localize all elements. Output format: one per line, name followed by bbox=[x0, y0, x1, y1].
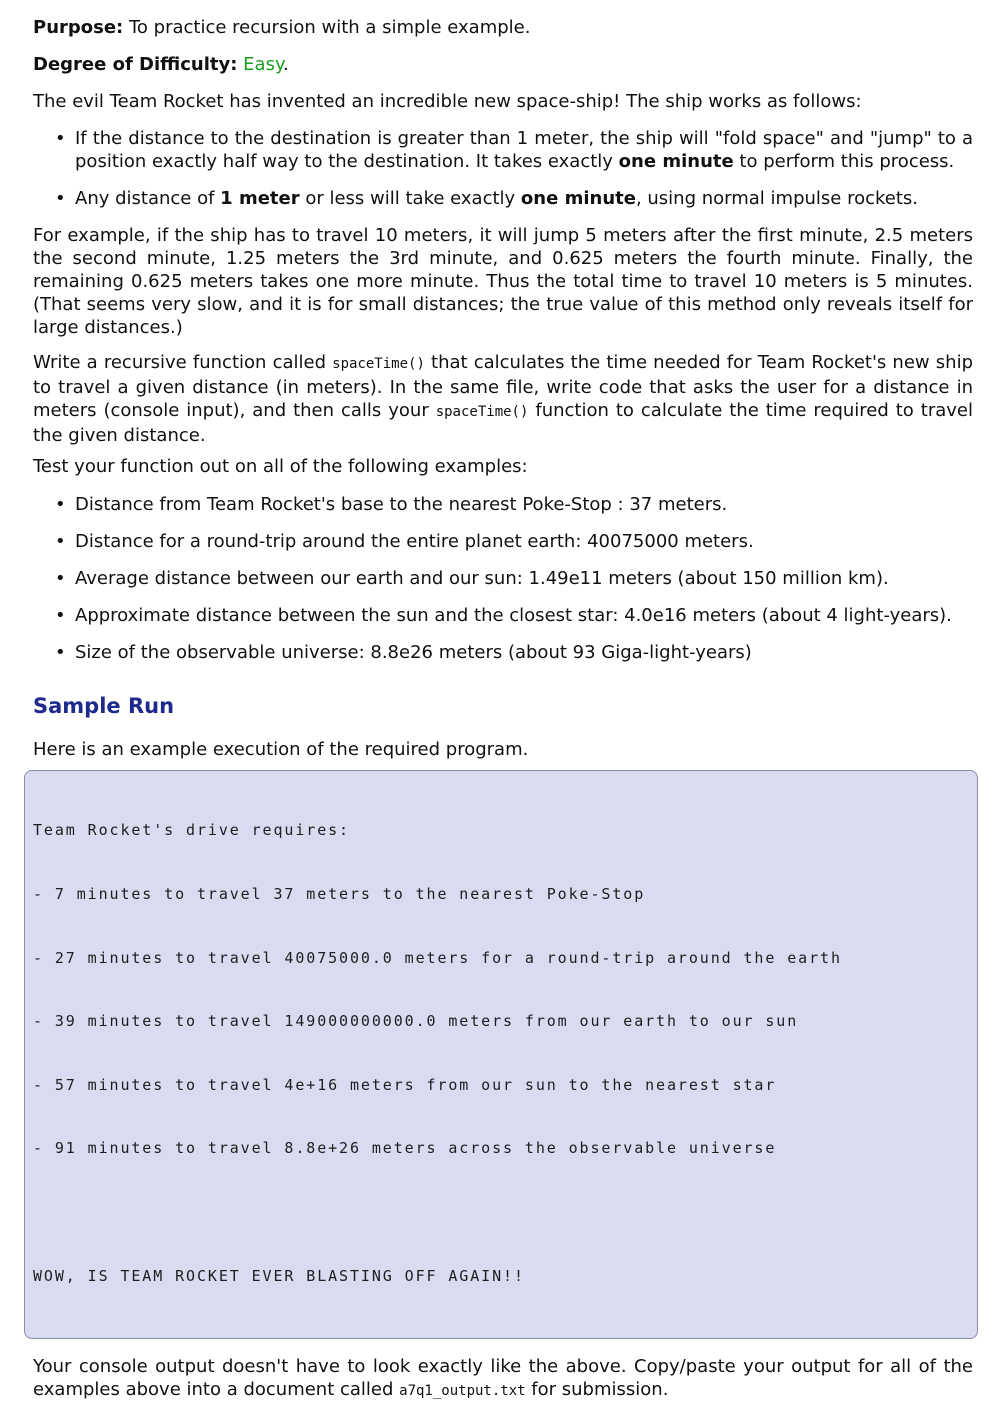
example-paragraph: For example, if the ship has to travel 10 meters, it will jump 5 meters after the first minute, 2.5 meters the second minute, 1.25 meters the 3rd minute, and 0.625 meters the fourth minute. Finally, the remaining 0.625 meters takes one more minute. Thus the total time to travel 10 meters is 5 minutes. (That seems very slow, and it is for small distances; the true value of this method only reveals itself for large distances.) bbox=[33, 225, 973, 338]
test-item bbox=[33, 641, 973, 664]
bullet-icon: • bbox=[55, 188, 66, 209]
difficulty-line bbox=[33, 53, 973, 76]
rule-bold: 1 meter bbox=[220, 188, 300, 209]
bullet-icon: • bbox=[55, 128, 66, 149]
rule-text: If the distance to the destination is greater than 1 meter, the ship will "fold space" and "jump" to a position exactly half way to the destination. It takes exactly bbox=[75, 128, 973, 172]
rule-item bbox=[33, 127, 973, 173]
rule-text: or less will take exactly bbox=[299, 188, 521, 209]
write-text: that calculates the time needed for Team Rocket's new ship to travel a given distance (in meters). In the same file, write code that asks the user for a distance in meters (console input), and then calls your bbox=[33, 352, 973, 421]
closing-paragraph bbox=[33, 1355, 973, 1403]
purpose-line bbox=[33, 16, 973, 39]
test-text: Average distance between our earth and our sun: 1.49e11 meters (about 150 million km). bbox=[75, 568, 889, 589]
closing-text: for submission. bbox=[525, 1379, 669, 1401]
function-name-code: spaceTime() bbox=[332, 356, 425, 372]
console-line: - 39 minutes to travel 149000000000.0 meters from our earth to our sun bbox=[33, 1012, 799, 1031]
console-line: Team Rocket's drive requires: bbox=[33, 821, 350, 840]
bullet-icon: • bbox=[55, 568, 66, 589]
function-name-code: spaceTime() bbox=[435, 404, 529, 420]
console-line: - 27 minutes to travel 40075000.0 meters for a round-trip around the earth bbox=[33, 948, 842, 967]
purpose-label: Purpose: bbox=[33, 17, 124, 38]
rule-text: Any distance of bbox=[75, 188, 221, 209]
bullet-icon: • bbox=[55, 605, 66, 626]
sample-run-heading: Sample Run bbox=[33, 694, 175, 718]
bullet-icon: • bbox=[55, 642, 66, 663]
console-line: - 57 minutes to travel 4e+16 meters from our sun to the nearest star bbox=[33, 1075, 777, 1094]
sample-run-intro: Here is an example execution of the required program. bbox=[33, 739, 529, 760]
rule-item bbox=[33, 187, 973, 210]
assignment-body bbox=[33, 12, 973, 1403]
difficulty-value: Easy bbox=[243, 54, 284, 75]
console-output-box bbox=[24, 770, 978, 1339]
test-item bbox=[33, 493, 973, 516]
test-intro: Test your function out on all of the following examples: bbox=[33, 456, 528, 477]
console-line bbox=[33, 1202, 977, 1223]
test-text: Distance from Team Rocket's base to the nearest Poke-Stop : 37 meters. bbox=[75, 494, 728, 515]
rule-text: , using normal impulse rockets. bbox=[635, 188, 919, 209]
closing-text: Your console output doesn't have to look exactly like the above. Copy/paste your output for all of the examples above into a document called bbox=[33, 1356, 973, 1401]
write-paragraph bbox=[33, 351, 973, 447]
rule-bold: one minute bbox=[618, 151, 734, 172]
test-item bbox=[33, 604, 973, 627]
intro-paragraph: The evil Team Rocket has invented an incredible new space-ship! The ship works as follows: bbox=[33, 91, 862, 112]
test-text: Distance for a round-trip around the entire planet earth: 40075000 meters. bbox=[75, 531, 754, 552]
write-text: Write a recursive function called bbox=[33, 352, 333, 373]
bullet-icon: • bbox=[55, 494, 66, 515]
rules-list bbox=[33, 127, 973, 210]
rule-text: to perform this process. bbox=[733, 151, 955, 172]
output-filename-code: a7q1_output.txt bbox=[399, 1383, 526, 1400]
difficulty-suffix: . bbox=[283, 54, 289, 75]
console-line: - 7 minutes to travel 37 meters to the nearest Poke-Stop bbox=[33, 885, 646, 903]
bullet-icon: • bbox=[55, 531, 66, 552]
rule-bold: one minute bbox=[520, 188, 636, 209]
console-line: - 91 minutes to travel 8.8e+26 meters across the observable universe bbox=[33, 1139, 777, 1158]
test-item bbox=[33, 530, 973, 553]
tests-list bbox=[33, 493, 973, 664]
console-line: WOW, IS TEAM ROCKET EVER BLASTING OFF AGAIN!! bbox=[33, 1266, 525, 1285]
test-text: Size of the observable universe: 8.8e26 meters (about 93 Giga-light-years) bbox=[75, 642, 752, 663]
write-text: function to calculate the time required to travel the given distance. bbox=[33, 400, 973, 446]
difficulty-label: Degree of Difficulty: bbox=[33, 54, 238, 75]
test-item bbox=[33, 567, 973, 590]
test-text: Approximate distance between the sun and the closest star: 4.0e16 meters (about 4 light-years). bbox=[75, 605, 952, 626]
purpose-text: To practice recursion with a simple example. bbox=[123, 17, 531, 38]
